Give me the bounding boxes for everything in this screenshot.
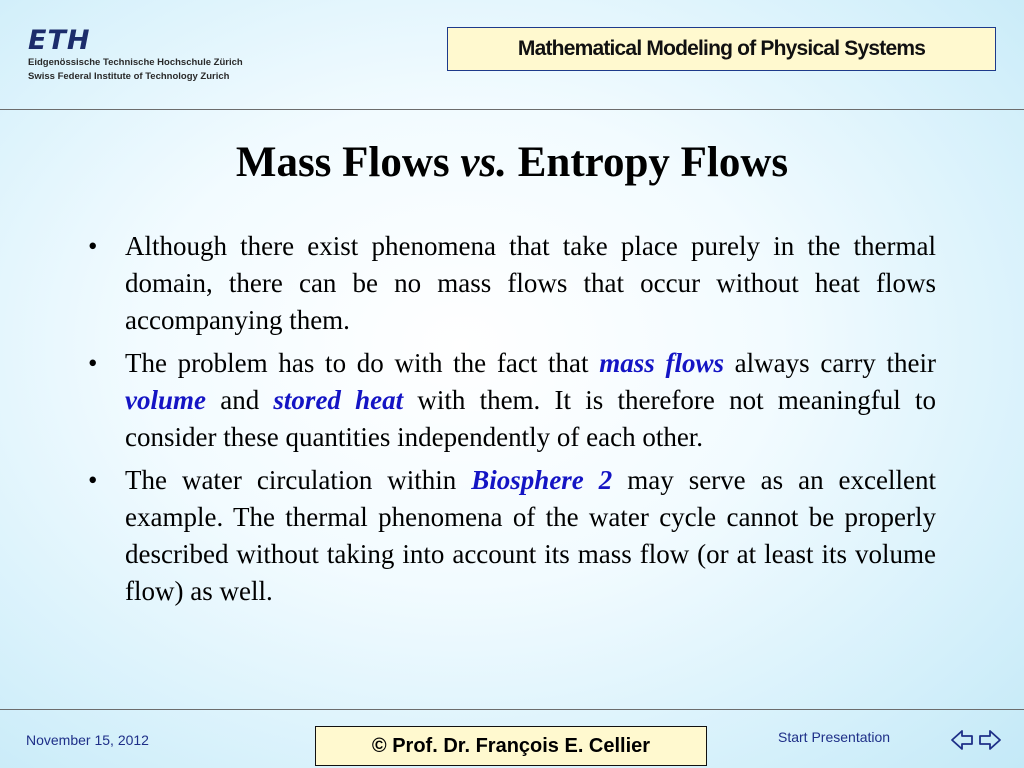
bullet-item (88, 345, 936, 456)
bullet-text: The problem has to do with the fact that (125, 348, 600, 378)
bullet-text: The water circulation within (125, 465, 472, 495)
footer-date: November 15, 2012 (26, 732, 149, 748)
copyright-box (315, 726, 707, 766)
left-arrow-icon[interactable] (952, 731, 972, 749)
emphasis-volume: volume (125, 385, 206, 415)
start-presentation-link[interactable]: Start Presentation (778, 729, 891, 745)
footer-divider (0, 709, 1024, 710)
bullet-text: with them. It is therefore not meaningful to consider these quantities independently of each other. (125, 385, 936, 452)
right-arrow-icon[interactable] (980, 731, 1000, 749)
copyright-text: © Prof. Dr. François E. Cellier (371, 734, 651, 757)
nav-arrows (950, 728, 1002, 757)
course-title-box (447, 27, 996, 71)
eth-logo-line2: Swiss Federal Institute of Technology Zurich (28, 71, 230, 82)
slide-title-part2: Entropy Flows (507, 139, 789, 186)
emphasis-mass-flows: mass flows (599, 348, 724, 378)
bullet-icon: • (88, 348, 98, 378)
bullet-item (88, 462, 936, 610)
eth-logo-line1: Eidgenössische Technische Hochschule Zürich (28, 57, 243, 68)
bullet-text: Although there exist phenomena that take place purely in the thermal domain, there can be no mass flows that occur without heat flows accompanying them. (125, 231, 936, 335)
bullet-icon: • (88, 231, 98, 261)
emphasis-stored-heat: stored heat (273, 385, 404, 415)
bullet-item (88, 228, 936, 339)
bullet-list (88, 228, 936, 616)
bullet-text: may serve as an excellent example. The thermal phenomena of the water cycle cannot be properly described without taking into account its mass flow (or at least its volume flow) as well. (125, 465, 936, 606)
slide-title-part1: Mass Flows (235, 139, 461, 186)
emphasis-biosphere-2: Biosphere 2 (471, 465, 613, 495)
eth-logo-mark: ETH (28, 25, 91, 56)
slide-title (0, 138, 1024, 187)
bullet-text: always carry their (723, 348, 936, 378)
course-title: Mathematical Modeling of Physical Systems (517, 37, 926, 60)
header-divider (0, 109, 1024, 110)
slide-title-italic: vs. (460, 139, 507, 186)
eth-logo (28, 26, 243, 84)
bullet-icon: • (88, 465, 98, 495)
bullet-text: and (206, 385, 274, 415)
